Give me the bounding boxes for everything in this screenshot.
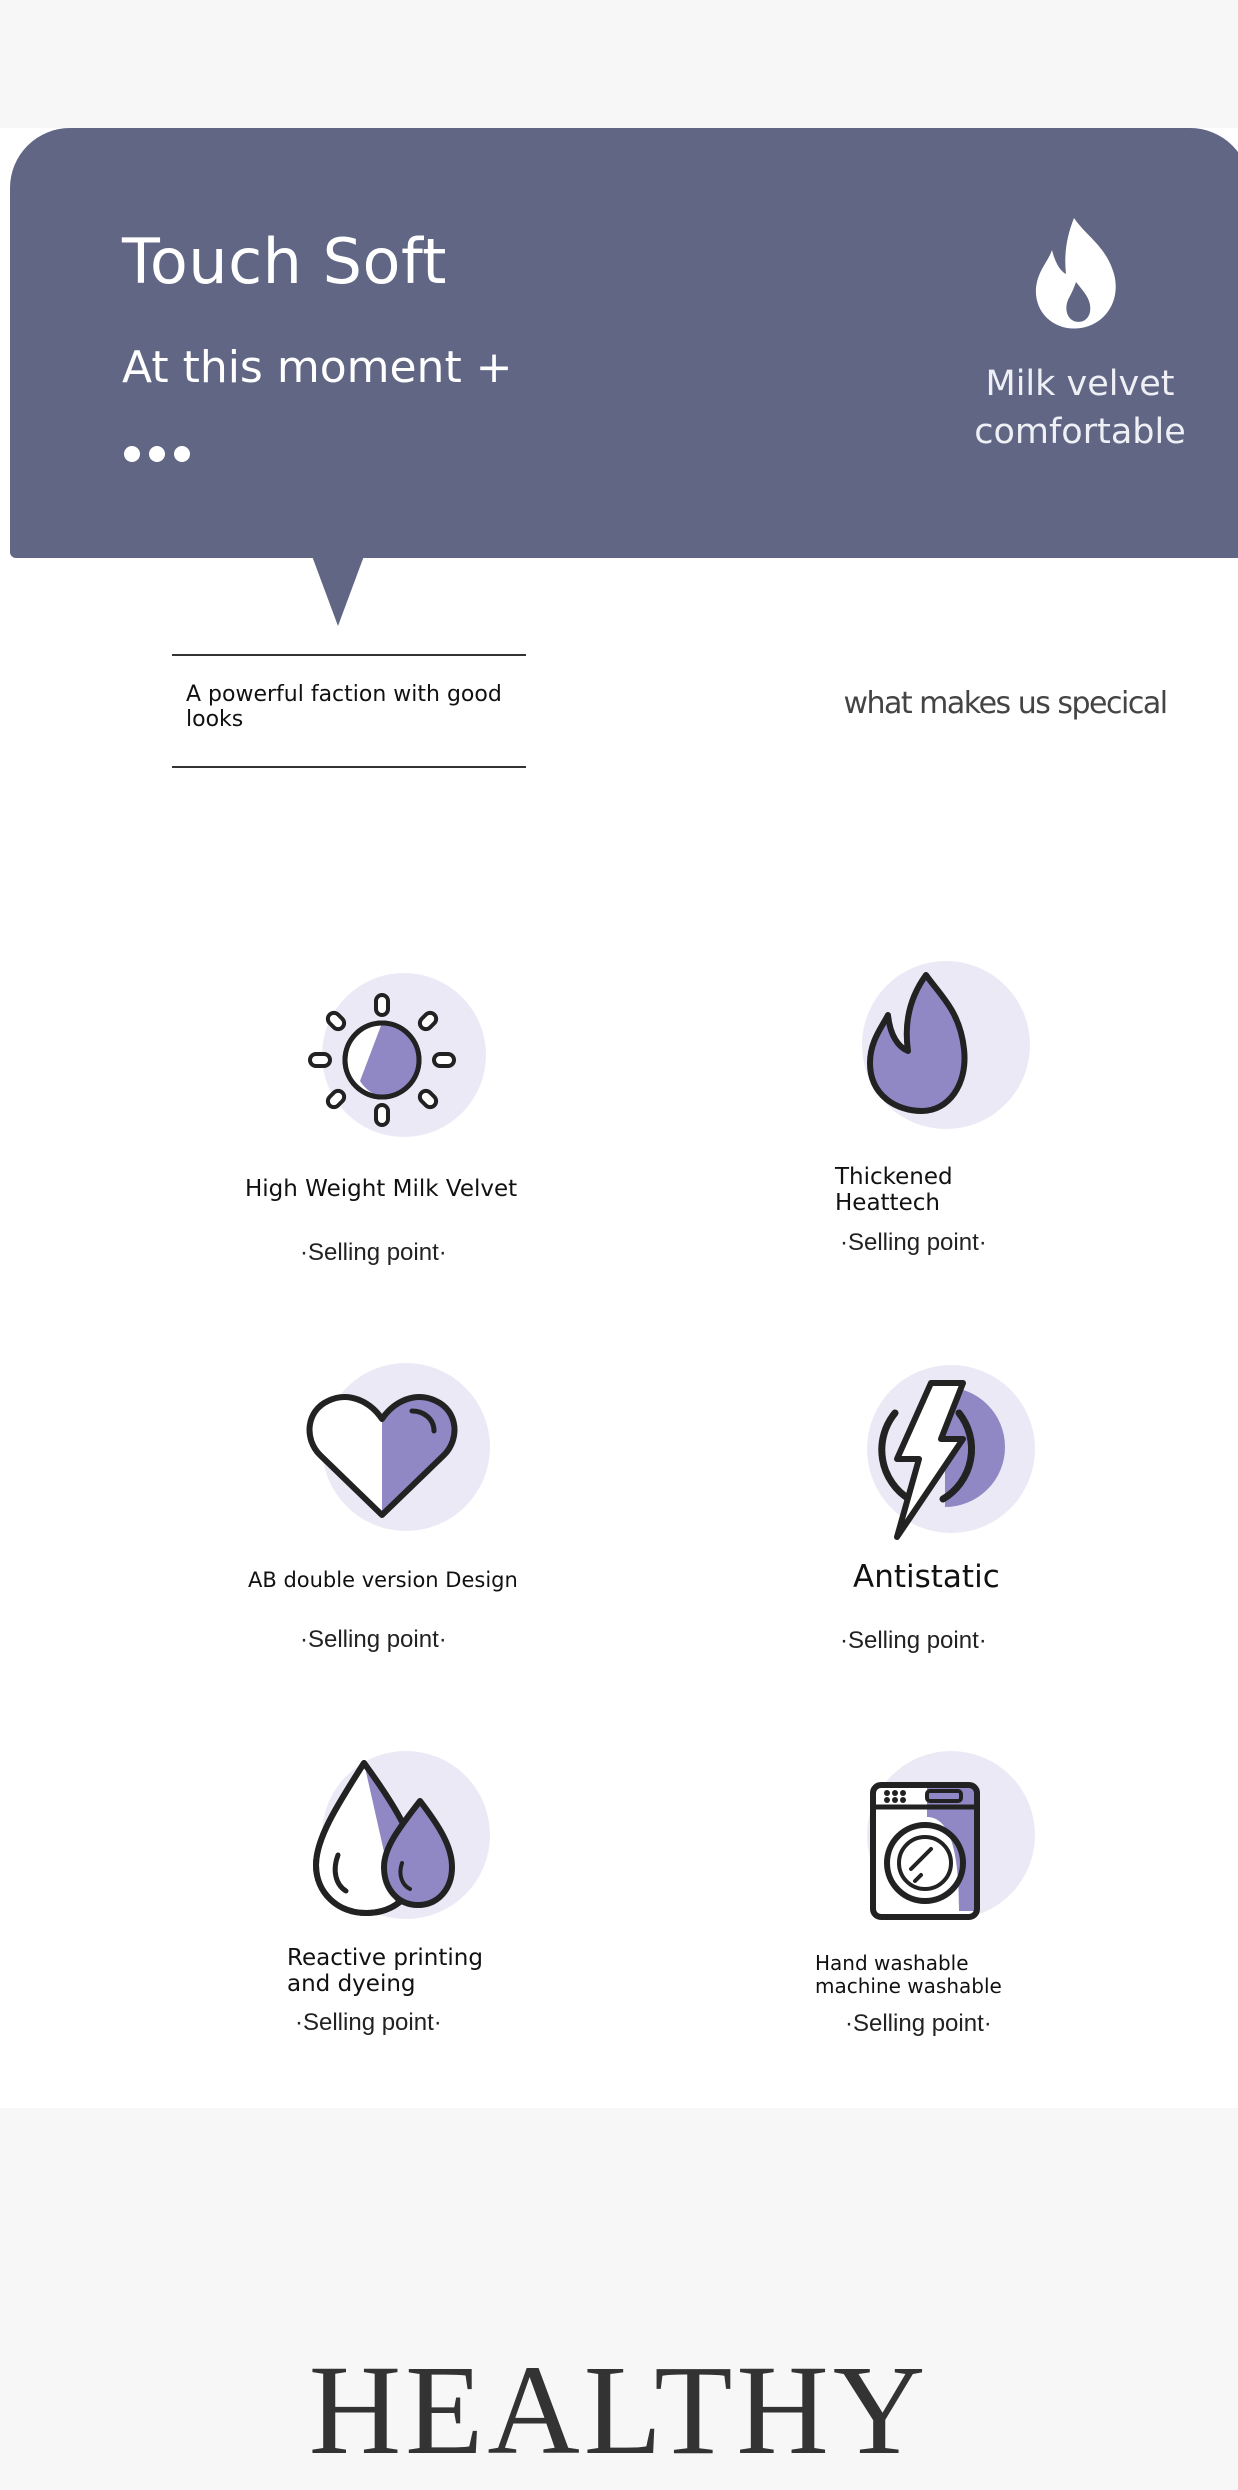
divider-top [172, 654, 526, 656]
quote-text: A powerful faction with good looks [186, 682, 502, 732]
feature-title: High Weight Milk Velvet [245, 1176, 518, 1202]
feature-title: Antistatic [853, 1559, 1000, 1595]
banner-pointer [312, 556, 364, 626]
washing-machine-icon [835, 1735, 1035, 1935]
feature-subtitle: ·Selling point· [840, 1229, 987, 1256]
feature-subtitle: ·Selling point· [845, 2010, 992, 2037]
lightning-icon [835, 1347, 1035, 1547]
banner-subtitle: At this moment + [122, 342, 513, 393]
sun-icon [290, 955, 490, 1155]
feature-subtitle: ·Selling point· [840, 1627, 987, 1654]
water-drops-icon [300, 1735, 500, 1935]
feature-title: Hand washable machine washable [815, 1951, 1002, 1998]
flame-icon [1026, 216, 1126, 332]
flame-icon [830, 945, 1030, 1145]
divider-bottom [172, 766, 526, 768]
feature-title: AB double version Design [248, 1568, 518, 1592]
dots-ellipsis [124, 446, 190, 462]
feature-title: Reactive printing and dyeing [287, 1945, 483, 1997]
banner-title: Touch Soft [122, 225, 447, 298]
footer-heading: HEALTHY [308, 2339, 930, 2481]
section-heading: what makes us specical [843, 686, 1167, 721]
top-strip [0, 0, 1238, 128]
feature-subtitle: ·Selling point· [300, 1626, 447, 1653]
feature-subtitle: ·Selling point· [295, 2009, 442, 2036]
banner-right-line2: comfortable [974, 412, 1186, 452]
heart-icon [300, 1345, 500, 1545]
feature-subtitle: ·Selling point· [300, 1239, 447, 1266]
banner-right-text [960, 360, 1200, 456]
feature-title: Thickened Heattech [835, 1164, 953, 1216]
banner-right-line1: Milk velvet [985, 364, 1175, 404]
